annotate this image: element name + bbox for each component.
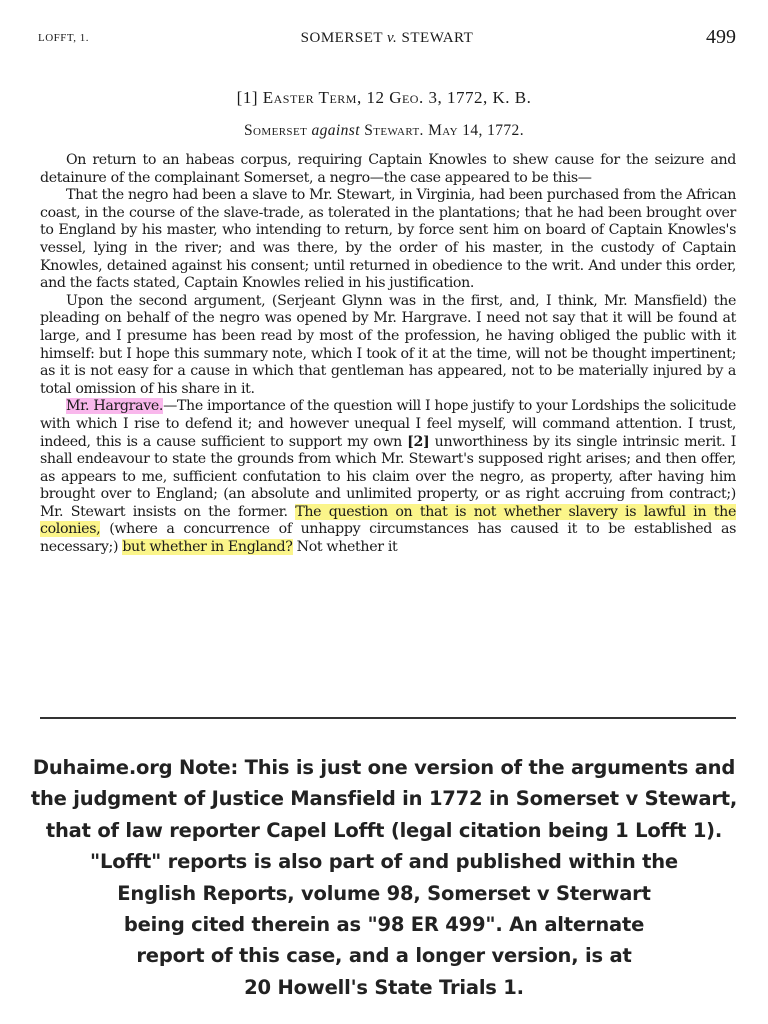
paragraph-second-argument: Upon the second argument, (Serjeant Glynn was in the first, and, I think, Mr. Mansfield) the pleading on behalf of the negro was opened by Mr. Hargrave. I need not say that it will be found at large, and I presume has been read by most of the profession, he having obliged the public with it himself: but I hope this summary note, which I took of it at the time, will not be thought impertinent; as it is not easy for a cause in which that gentleman has appeared, not to be materially injured by a total omission of his share in it.: [40, 292, 736, 397]
paragraph-habeas-corpus: On return to an habeas corpus, requiring Captain Knowles to shew cause for the seizure and detainure of the complainant Somerset, a negro—the case appeared to be this—: [40, 152, 736, 186]
note-line-4: "Lofft" reports is also part of and published within the: [90, 850, 678, 874]
page-number: 499: [706, 26, 736, 48]
note-line-8: 20 Howell's State Trials 1.: [244, 975, 524, 999]
argument-text-d: Not whether it: [292, 539, 398, 556]
note-line-6: being cited therein as "98 ER 499". An alternate: [123, 913, 645, 937]
divider-rule: [40, 717, 736, 719]
duhaime-note: [30, 752, 738, 1003]
case-title: [0, 122, 768, 140]
running-header: [38, 26, 736, 54]
argument-text-c: (where a concurrence of unhappy circumstances has caused it to be established as necessary;): [40, 521, 736, 556]
case-title-party-a: Somerset: [244, 122, 312, 139]
term-heading: [1] Easter Term, 12 Geo. 3, 1772, K. B.: [236, 88, 532, 107]
case-title-party-b-date: Stewart. May 14, 1772.: [359, 122, 524, 139]
case-title-against: against: [311, 122, 360, 139]
question-highlight-2: but whether in England?: [122, 539, 293, 556]
header-party-a: SOMERSET: [300, 30, 387, 46]
speaker-highlight: Mr. Hargrave.: [66, 398, 164, 415]
page-marker: [2]: [407, 433, 430, 450]
header-versus: v.: [387, 30, 398, 46]
note-line-5: English Reports, volume 98, Somerset v Sterwart: [117, 881, 651, 905]
question-highlight-1: The question on that is not whether slavery is lawful in the colonies,: [40, 503, 736, 538]
note-line-3: that of law reporter Capel Lofft (legal citation being 1 Lofft 1).: [45, 818, 723, 842]
paragraph-hargrave-argument: [40, 398, 736, 556]
argument-text-b: unworthiness by its single intrinsic merit. I shall endeavour to state the grounds from which Mr. Stewart's supposed right arises; and then offer, as appears to me, sufficient confutation to his claim over the negro, as property, after having him brought over to England; (an absolute and unlimited property, or as right accruing from contract;) Mr. Stewart insists on the former.: [40, 433, 736, 520]
report-body: [40, 152, 736, 557]
header-party-b: STEWART: [397, 30, 474, 46]
paragraph-facts: That the negro had been a slave to Mr. Stewart, in Virginia, had been purchased from the African coast, in the course of the slave-trade, as tolerated in the plantations; that he had been brought over to England by his master, who intending to return, by force sent him on board of Captain Knowles's vessel, lying in the river; and was there, by the order of his master, in the custody of Captain Knowles, detained against his consent; until returned in obedience to the writ. And under this order, and the facts stated, Captain Knowles relied in his justification.: [40, 187, 736, 292]
note-line-1: Duhaime.org Note: This is just one version of the arguments and: [32, 756, 736, 779]
argument-text-a: —The importance of the question will I hope justify to your Lordships the solicitude with which I rise to defend it; and however unequal I feel myself, will command attention. I trust, indeed, this is a cause sufficient to support my own: [40, 398, 737, 450]
header-case-name: [38, 30, 736, 47]
note-line-7: report of this case, and a longer version, is at: [136, 944, 632, 968]
note-line-2: the judgment of Justice Mansfield in 1772 in Somerset v Stewart,: [30, 787, 738, 811]
header-citation: LOFFT, 1.: [38, 32, 90, 44]
